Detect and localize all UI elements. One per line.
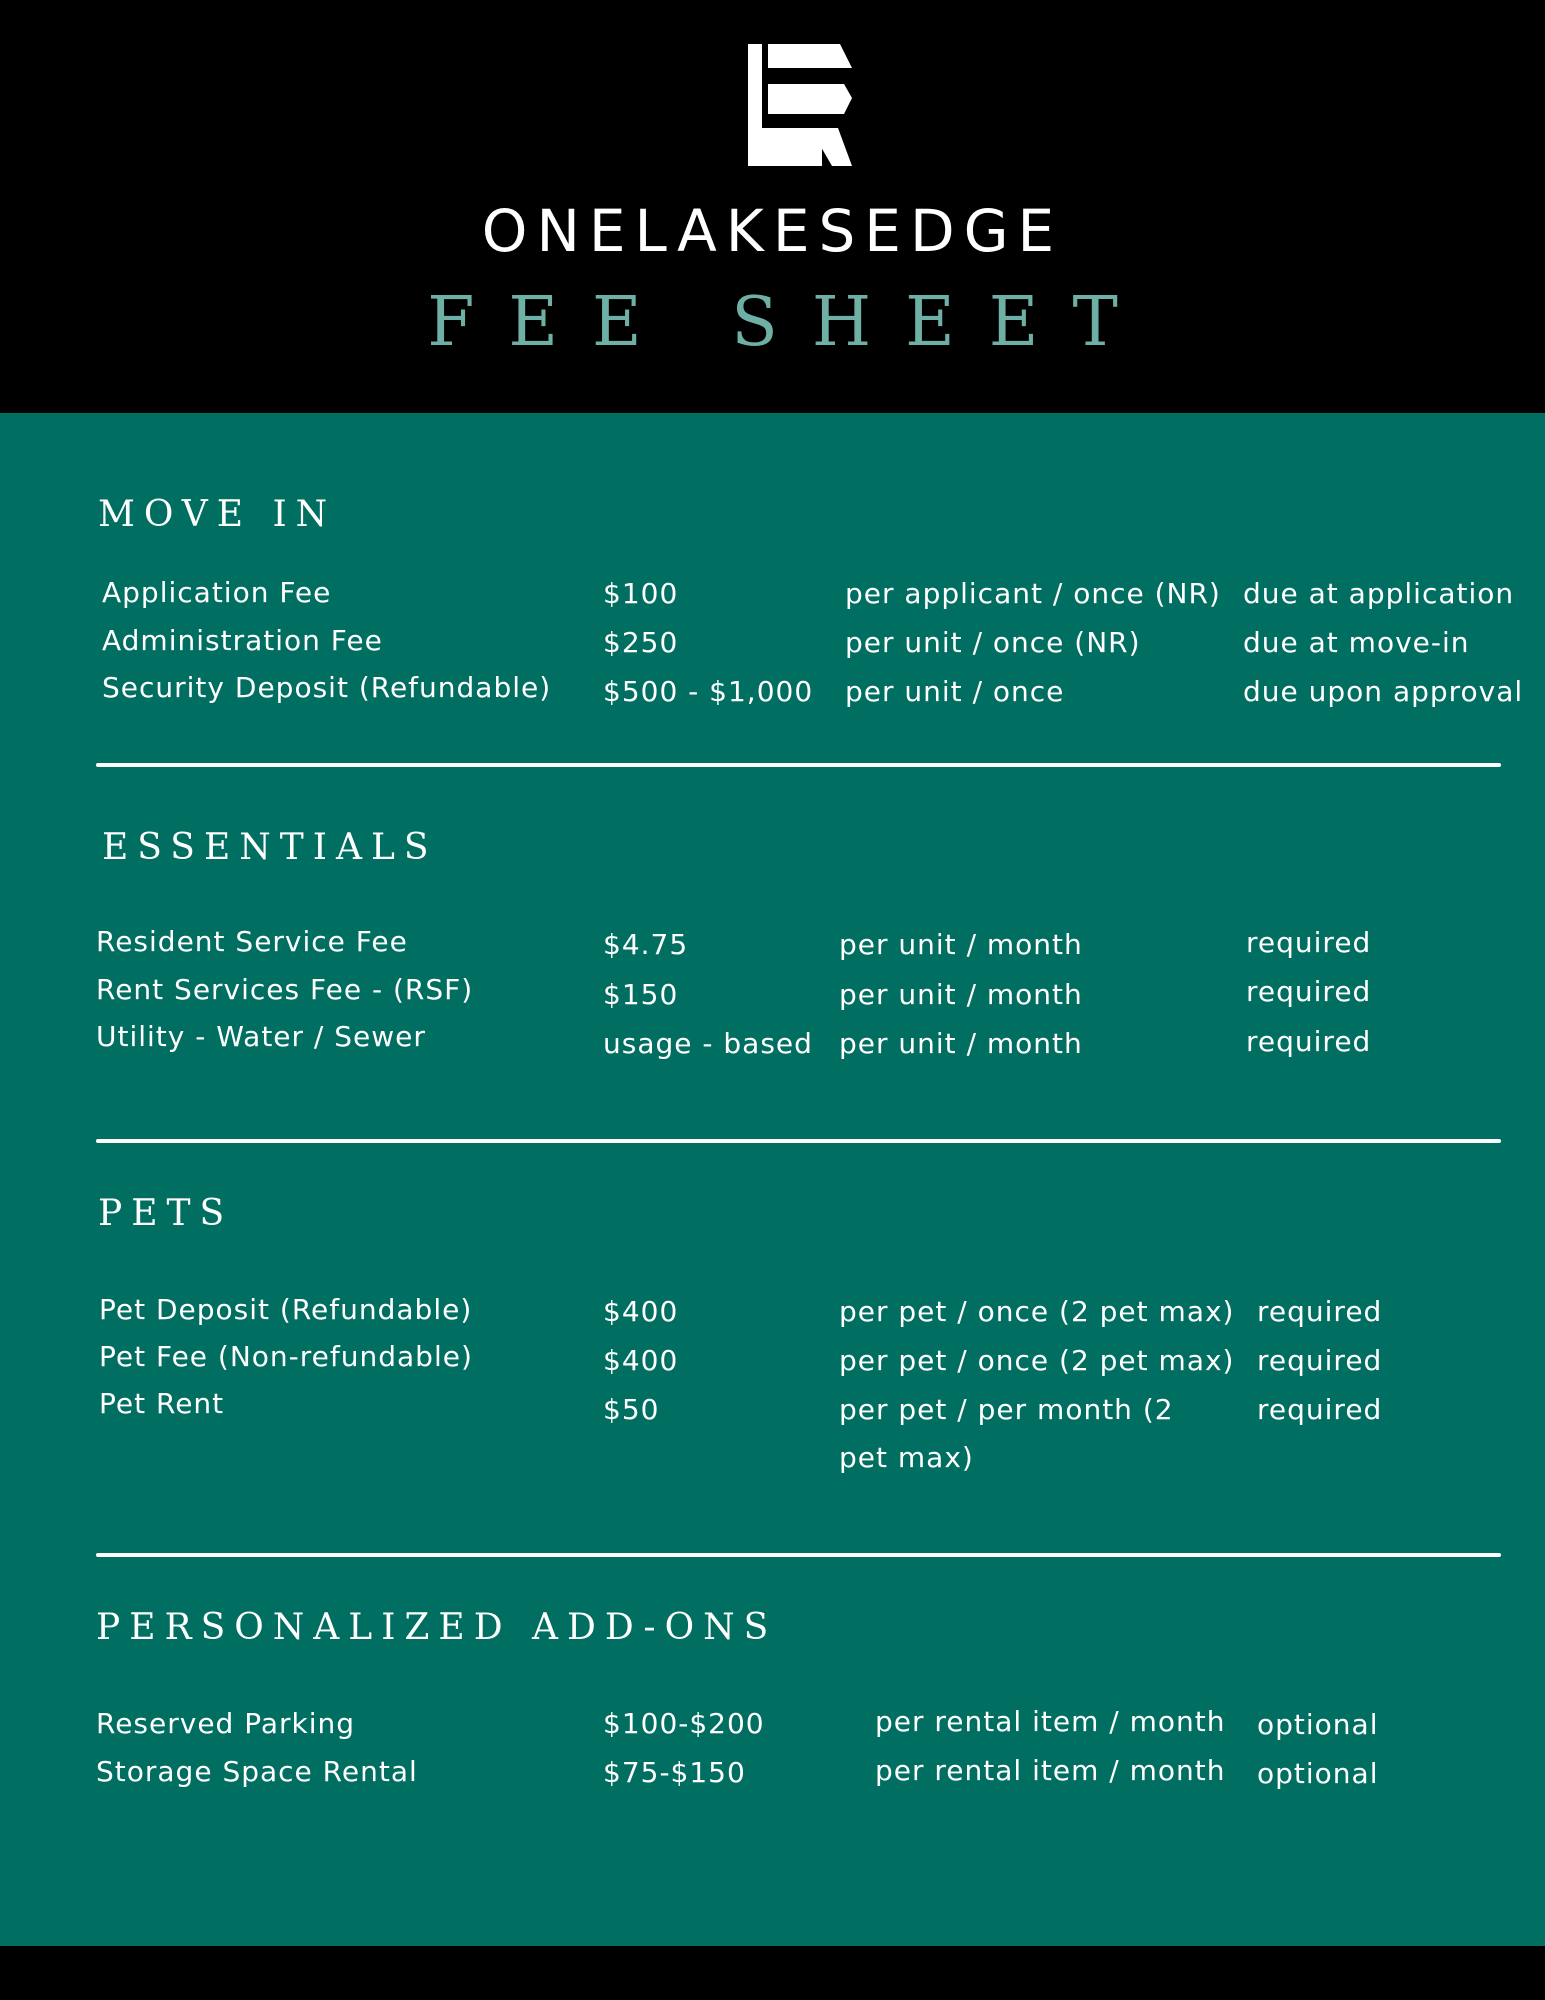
fee-basis: per unit / month [839, 978, 1083, 1011]
fee-name: Storage Space Rental [96, 1755, 418, 1788]
fee-note: required [1246, 926, 1372, 959]
section-title-personalized-add-ons: PERSONALIZED ADD-ONS [96, 1607, 778, 1648]
fee-basis: per rental item / month [875, 1705, 1226, 1738]
fee-note: required [1257, 1295, 1383, 1328]
fee-sheet-body [0, 413, 1545, 1946]
fee-name: Security Deposit (Refundable) [102, 671, 552, 704]
fee-amount: $500 - $1,000 [603, 675, 814, 708]
page-title: FEE SHEET [427, 283, 1152, 362]
fee-basis: per applicant / once (NR) [845, 577, 1221, 610]
fee-amount: $75-$150 [603, 1756, 746, 1789]
fee-name: Administration Fee [102, 624, 383, 657]
fee-note: due upon approval [1243, 675, 1524, 708]
fee-basis: per unit / month [839, 1027, 1083, 1060]
fee-amount: $4.75 [603, 928, 689, 961]
section-divider [96, 1139, 1501, 1143]
fee-name: Reserved Parking [96, 1707, 356, 1740]
fee-amount: $250 [603, 626, 679, 659]
fee-amount: usage - based [603, 1027, 813, 1060]
fee-basis: per unit / once [845, 675, 1065, 708]
section-title-pets: PETS [98, 1193, 234, 1234]
fee-basis: per pet / per month (2 pet max) [839, 1393, 1174, 1474]
footer-band [0, 1946, 1545, 2000]
section-title-essentials: ESSENTIALS [102, 827, 438, 868]
section-title-move-in: MOVE IN [98, 494, 337, 535]
fee-note: optional [1257, 1708, 1379, 1741]
fee-amount: $400 [603, 1295, 679, 1328]
fee-name: Pet Rent [99, 1387, 225, 1420]
fee-name: Pet Deposit (Refundable) [99, 1293, 473, 1326]
fee-name: Utility - Water / Sewer [96, 1020, 426, 1053]
fee-basis: per rental item / month [875, 1754, 1226, 1787]
lakes-edge-logo-icon [748, 44, 852, 166]
fee-basis: per pet / once (2 pet max) [839, 1344, 1235, 1377]
fee-amount: $150 [603, 978, 679, 1011]
fee-amount: $50 [603, 1393, 660, 1426]
header [0, 0, 1545, 413]
fee-name: Pet Fee (Non-refundable) [99, 1340, 473, 1373]
fee-basis: per unit / once (NR) [845, 626, 1141, 659]
section-divider [96, 763, 1501, 767]
fee-note: required [1257, 1393, 1383, 1426]
fee-basis: per pet / once (2 pet max) [839, 1295, 1235, 1328]
section-divider [96, 1553, 1501, 1557]
fee-name: Resident Service Fee [96, 925, 408, 958]
fee-basis: per unit / month [839, 928, 1083, 961]
fee-note: required [1246, 1025, 1372, 1058]
fee-note: due at application [1243, 577, 1515, 610]
fee-note: due at move-in [1243, 626, 1470, 659]
fee-amount: $400 [603, 1344, 679, 1377]
fee-amount: $100 [603, 577, 679, 610]
fee-amount: $100-$200 [603, 1707, 765, 1740]
fee-note: required [1246, 975, 1372, 1008]
fee-note: optional [1257, 1757, 1379, 1790]
brand-name: ONELAKESEDGE [481, 197, 1064, 265]
fee-name: Application Fee [102, 576, 332, 609]
fee-note: required [1257, 1344, 1383, 1377]
fee-name: Rent Services Fee - (RSF) [96, 973, 474, 1006]
